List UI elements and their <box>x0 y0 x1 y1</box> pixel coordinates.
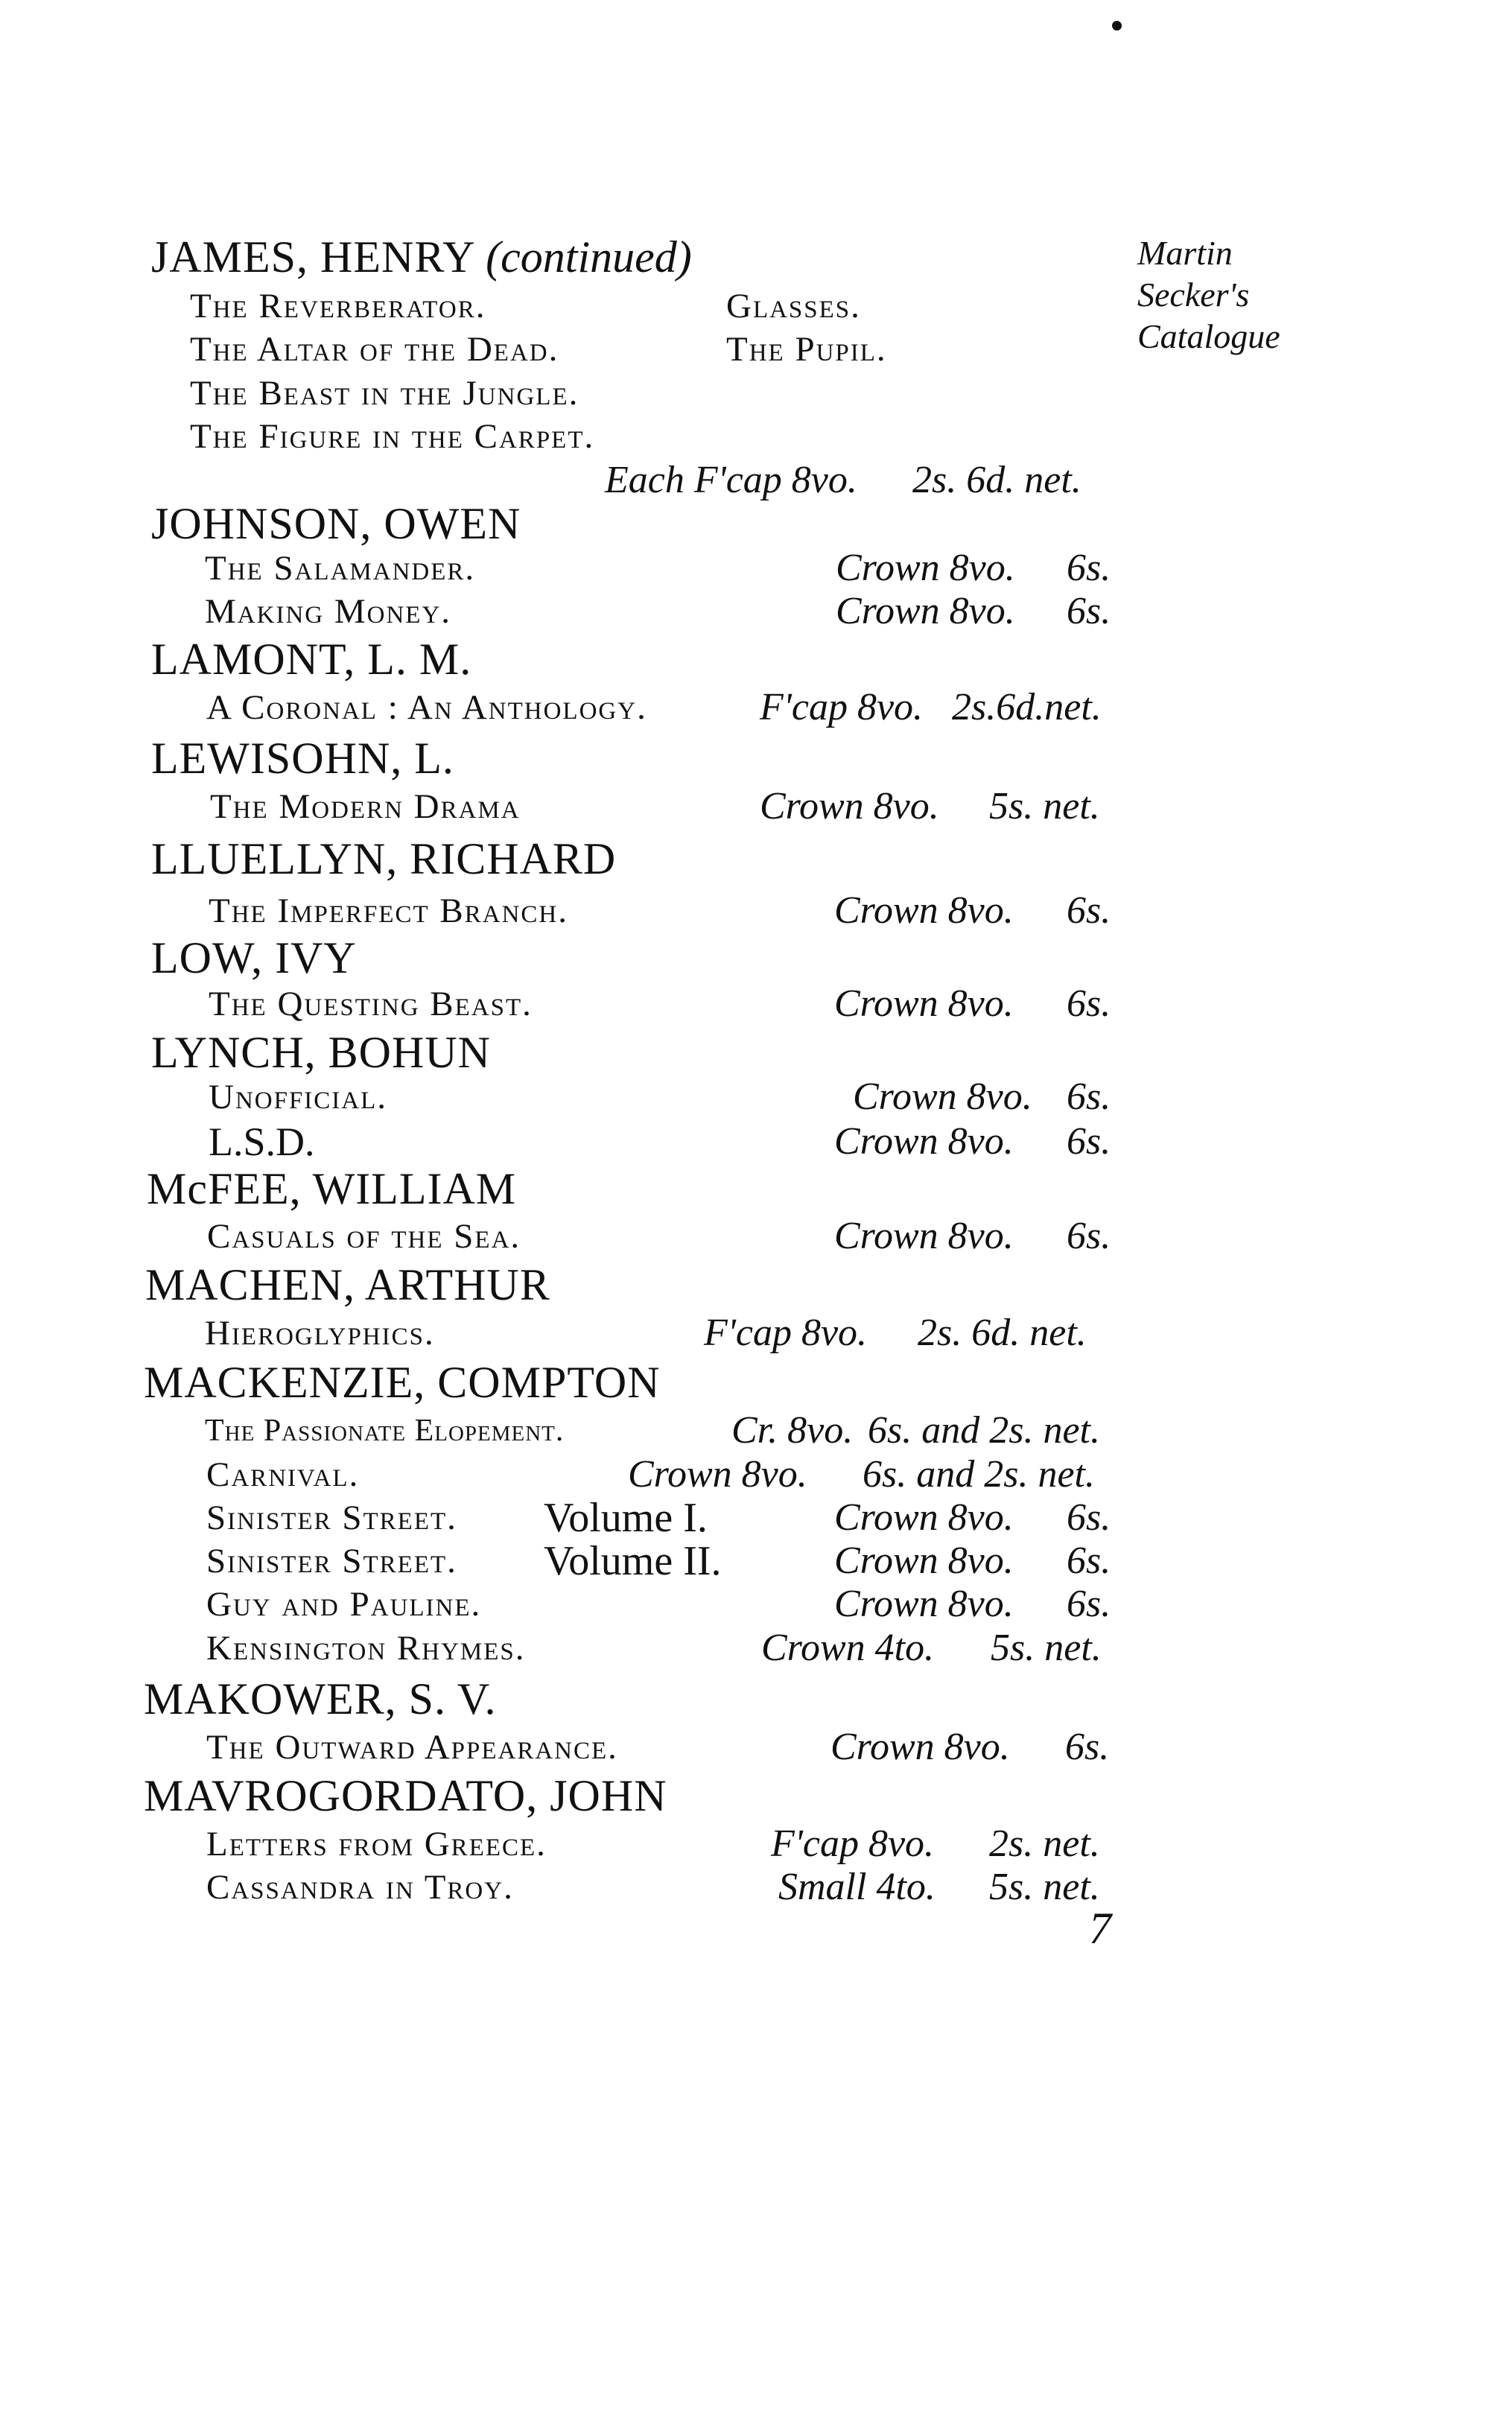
author-name: JAMES, HENRY <box>151 232 474 282</box>
book-price: 6s. <box>1067 982 1111 1025</box>
book-title: The Imperfect Branch. <box>209 892 569 930</box>
book-title: Glasses. <box>726 287 861 325</box>
author-name: MACKENZIE, COMPTON <box>144 1358 661 1407</box>
book-price: 6s. <box>1065 1726 1110 1768</box>
book-format: Crown 4to. <box>761 1627 935 1669</box>
book-price: 6s. <box>1067 1496 1111 1539</box>
book-price: 6s. <box>1067 1075 1111 1118</box>
author-name: LLUELLYN, RICHARD <box>151 834 617 883</box>
volume-label: Volume II. <box>544 1538 722 1584</box>
book-title: The Figure in the Carpet. <box>190 417 595 456</box>
side-note-line: Secker's <box>1137 276 1250 314</box>
book-format: Crown 8vo. <box>836 590 1015 632</box>
author-name: LYNCH, BOHUN <box>151 1028 491 1077</box>
book-format: F'cap 8vo. <box>771 1823 935 1865</box>
book-price: 5s. net. <box>991 1627 1102 1669</box>
author-name: JOHNSON, OWEN <box>151 499 521 548</box>
book-format: Crown 8vo. <box>834 1120 1014 1163</box>
book-price: 2s. net. <box>989 1823 1100 1865</box>
book-format: Crown 8vo. <box>628 1453 807 1496</box>
book-title: The Altar of the Dead. <box>190 330 559 369</box>
book-price: 2s.6d.net. <box>952 686 1102 728</box>
book-format: Small 4to. <box>778 1866 936 1908</box>
book-price: 6s. and 2s. net. <box>868 1409 1100 1452</box>
book-title: The Questing Beast. <box>209 985 533 1023</box>
author-name: LOW, IVY <box>151 933 357 982</box>
ink-dot <box>1112 21 1122 31</box>
continued-note: (continued) <box>486 232 692 282</box>
author-name: MAVROGORDATO, JOHN <box>144 1771 667 1820</box>
book-price: 5s. net. <box>989 785 1100 827</box>
book-price: 6s. <box>1067 889 1111 932</box>
book-title: Casuals of the Sea. <box>207 1217 521 1256</box>
book-title: Unofficial. <box>209 1078 388 1116</box>
book-title: Letters from Greece. <box>206 1825 547 1863</box>
book-format: Each F'cap 8vo. <box>605 459 857 501</box>
author-name: LAMONT, L. M. <box>151 635 472 684</box>
book-title: Making Money. <box>205 592 452 631</box>
book-price: 6s. and 2s. net. <box>863 1453 1095 1496</box>
book-format: Crown 8vo. <box>834 1496 1014 1539</box>
title-text: Sinister Street. <box>206 1542 457 1580</box>
book-format: Crown 8vo. <box>834 1215 1014 1257</box>
book-format: Crown 8vo. <box>836 547 1015 589</box>
book-price: 6s. <box>1067 1120 1111 1163</box>
title-text: Sinister Street. <box>206 1499 457 1537</box>
book-title: Carnival. <box>206 1455 360 1494</box>
book-format: F'cap 8vo. <box>760 686 924 728</box>
book-title: The Reverberator. <box>190 287 486 325</box>
book-title: The Salamander. <box>205 549 476 588</box>
book-title: Hieroglyphics. <box>205 1314 435 1353</box>
book-format: Crown 8vo. <box>834 982 1014 1025</box>
book-format: Crown 8vo. <box>830 1726 1010 1768</box>
book-price: 6s. <box>1067 547 1111 589</box>
book-format: Crown 8vo. <box>834 1583 1014 1625</box>
book-format: Crown 8vo. <box>834 1539 1014 1582</box>
book-title: Cassandra in Troy. <box>206 1868 514 1907</box>
book-price: 5s. net. <box>989 1866 1100 1908</box>
author-name: LEWISOHN, L. <box>151 734 454 783</box>
book-price: 2s. 6d. net. <box>918 1312 1087 1354</box>
book-title: L.S.D. <box>209 1119 315 1164</box>
side-note-line: Martin <box>1137 234 1233 272</box>
book-format: Crown 8vo. <box>760 785 939 827</box>
page-number: 7 <box>1089 1904 1111 1953</box>
book-price: 2s. 6d. net. <box>912 459 1081 501</box>
author-heading <box>151 232 692 282</box>
author-name: McFEE, WILLIAM <box>147 1164 517 1213</box>
side-note-line: Catalogue <box>1137 317 1280 355</box>
author-name: MACHEN, ARTHUR <box>145 1260 550 1309</box>
side-note <box>1137 232 1309 358</box>
book-price: 6s. <box>1067 590 1111 632</box>
book-title: A Coronal : An Anthology. <box>206 688 647 727</box>
book-title: The Pupil. <box>726 330 887 369</box>
book-format: Cr. 8vo. <box>731 1409 854 1452</box>
author-name: MAKOWER, S. V. <box>144 1674 497 1723</box>
book-format: Crown 8vo. <box>853 1075 1032 1118</box>
book-price: 6s. <box>1067 1215 1111 1257</box>
book-title: The Beast in the Jungle. <box>190 374 579 413</box>
book-format: Crown 8vo. <box>834 889 1014 932</box>
book-title: Guy and Pauline. <box>206 1585 482 1624</box>
volume-label: Volume I. <box>544 1495 708 1541</box>
book-format: F'cap 8vo. <box>704 1312 868 1354</box>
book-title: The Outward Appearance. <box>206 1728 618 1767</box>
book-title: The Modern Drama <box>210 787 521 826</box>
book-price: 6s. <box>1067 1539 1111 1582</box>
book-price: 6s. <box>1067 1583 1111 1625</box>
book-title: Kensington Rhymes. <box>206 1629 526 1668</box>
book-title: The Passionate Elopement. <box>205 1414 565 1448</box>
book-title <box>206 1497 457 1539</box>
book-title <box>206 1540 457 1582</box>
